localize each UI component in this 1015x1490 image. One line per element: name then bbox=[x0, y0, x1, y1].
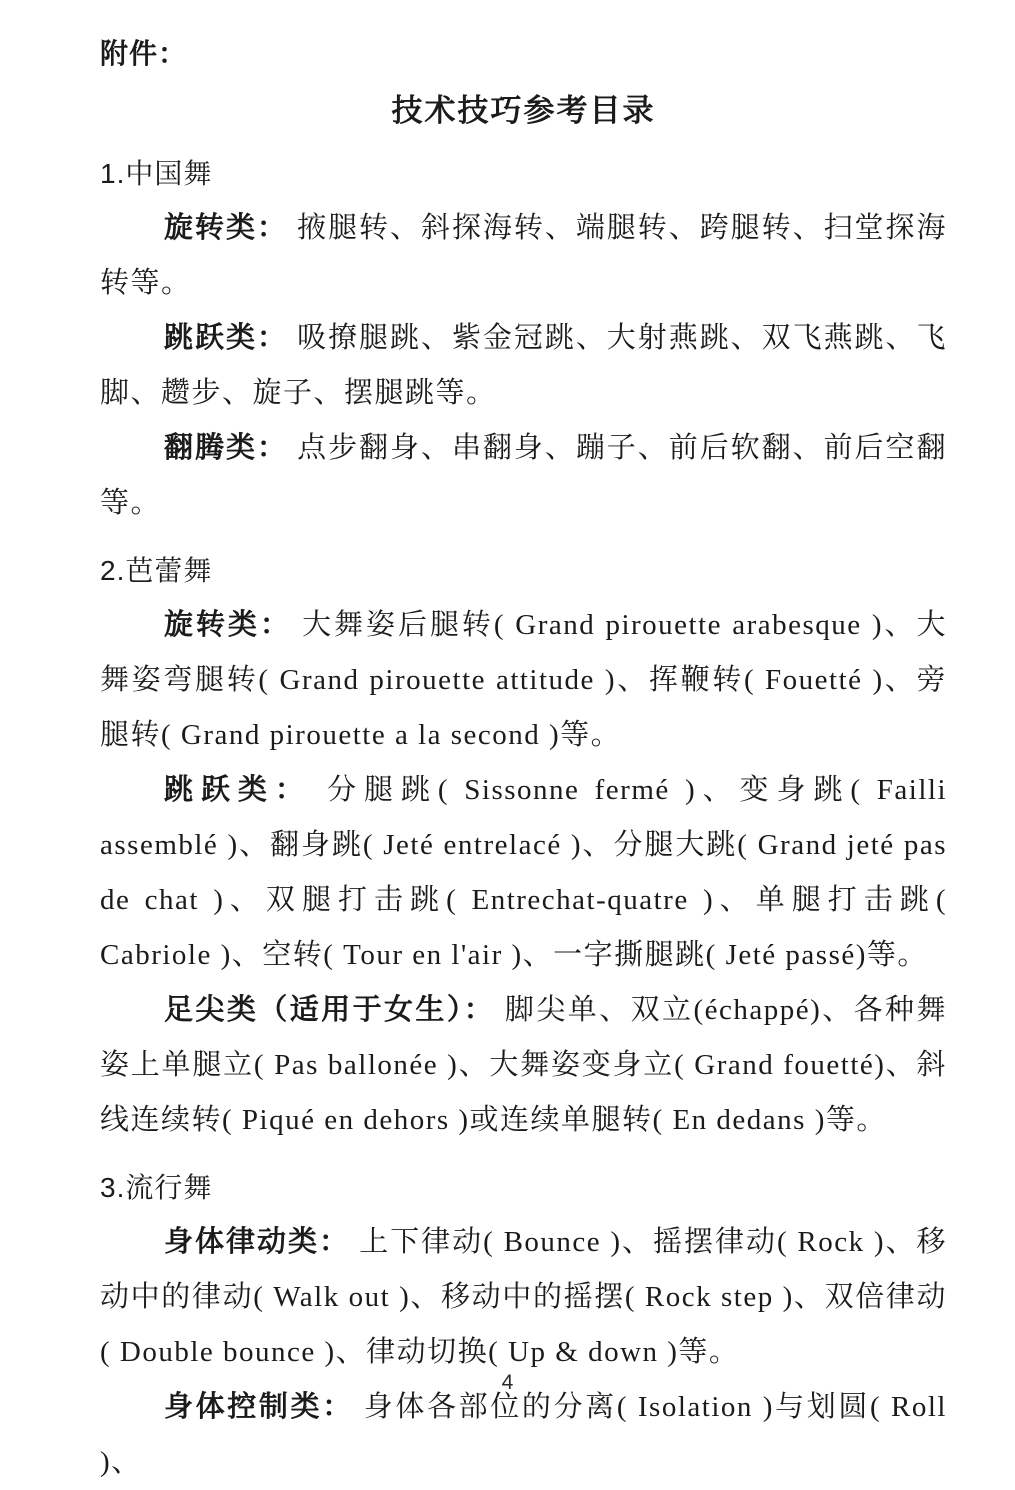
section-pop-dance bbox=[100, 1160, 947, 1490]
entry-text: 掖腿转、斜探海转、端腿转、跨腿转、扫堂探海转等。 bbox=[100, 212, 947, 299]
entry-label: 跳跃类： bbox=[164, 774, 312, 806]
entry-jumps bbox=[100, 763, 947, 983]
entry-pointe bbox=[100, 983, 947, 1148]
entry-rotation bbox=[100, 598, 947, 763]
entry-text: 大舞姿后腿转( Grand pirouette arabesque )、大舞姿弯腿转( Grand pirouette attitude )、挥鞭转( Fouetté )、旁腿转( Grand pirouette a la second )等。 bbox=[100, 609, 947, 751]
entry-tumbling bbox=[100, 421, 947, 531]
entry-text: 分腿跳( Sissonne fermé )、变身跳( Failli assemblé )、翻身跳( Jeté entrelacé )、分腿大跳( Grand jeté pas de chat )、双腿打击跳( Entrechat-quatre )、单腿打击跳( Cabriole )、空转( Tour en l'air )、一字撕腿跳( Jeté passé)等。 bbox=[100, 774, 947, 971]
entry-body-groove bbox=[100, 1215, 947, 1380]
entry-label: 旋转类： bbox=[164, 609, 292, 641]
entry-label: 身体控制类： bbox=[164, 1391, 354, 1423]
section-heading-chinese-dance: 1.中国舞 bbox=[100, 158, 213, 189]
entry-text: 点步翻身、串翻身、蹦子、前后软翻、前后空翻等。 bbox=[100, 432, 947, 519]
entry-rotation bbox=[100, 201, 947, 311]
section-chinese-dance bbox=[100, 146, 947, 531]
entry-text: 吸撩腿跳、紫金冠跳、大射燕跳、双飞燕跳、飞脚、趱步、旋子、摆腿跳等。 bbox=[100, 322, 947, 409]
entry-body-control bbox=[100, 1380, 947, 1490]
attachment-label: 附件： bbox=[100, 38, 188, 69]
entry-text: 身体各部位的分离( Isolation )与划圆( Roll )、 bbox=[100, 1391, 947, 1478]
page-title: 技术技巧参考目录 bbox=[391, 93, 656, 128]
entry-label: 足尖类（适用于女生）： bbox=[164, 994, 496, 1026]
entry-label: 跳跃类： bbox=[164, 322, 288, 354]
entry-text: 脚尖单、双立(échappé)、各种舞姿上单腿立( Pas ballonée )、大舞姿变身立( Grand fouetté)、斜线连续转( Piqué en dehors )或连续单腿转( En dedans )等。 bbox=[100, 994, 947, 1136]
page-number: 4 bbox=[501, 1371, 514, 1394]
entry-label: 旋转类： bbox=[164, 212, 288, 244]
entry-text: 上下律动( Bounce )、摇摆律动( Rock )、移动中的律动( Walk out )、移动中的摇摆( Rock step )、双倍律动( Double bounce )、律动切换( Up & down )等。 bbox=[100, 1226, 947, 1368]
section-heading-pop-dance: 3.流行舞 bbox=[100, 1172, 213, 1203]
section-ballet bbox=[100, 543, 947, 1148]
entry-label: 身体律动类： bbox=[164, 1226, 350, 1258]
entry-jumps bbox=[100, 311, 947, 421]
section-heading-ballet: 2.芭蕾舞 bbox=[100, 555, 213, 586]
entry-label: 翻腾类： bbox=[164, 432, 288, 464]
